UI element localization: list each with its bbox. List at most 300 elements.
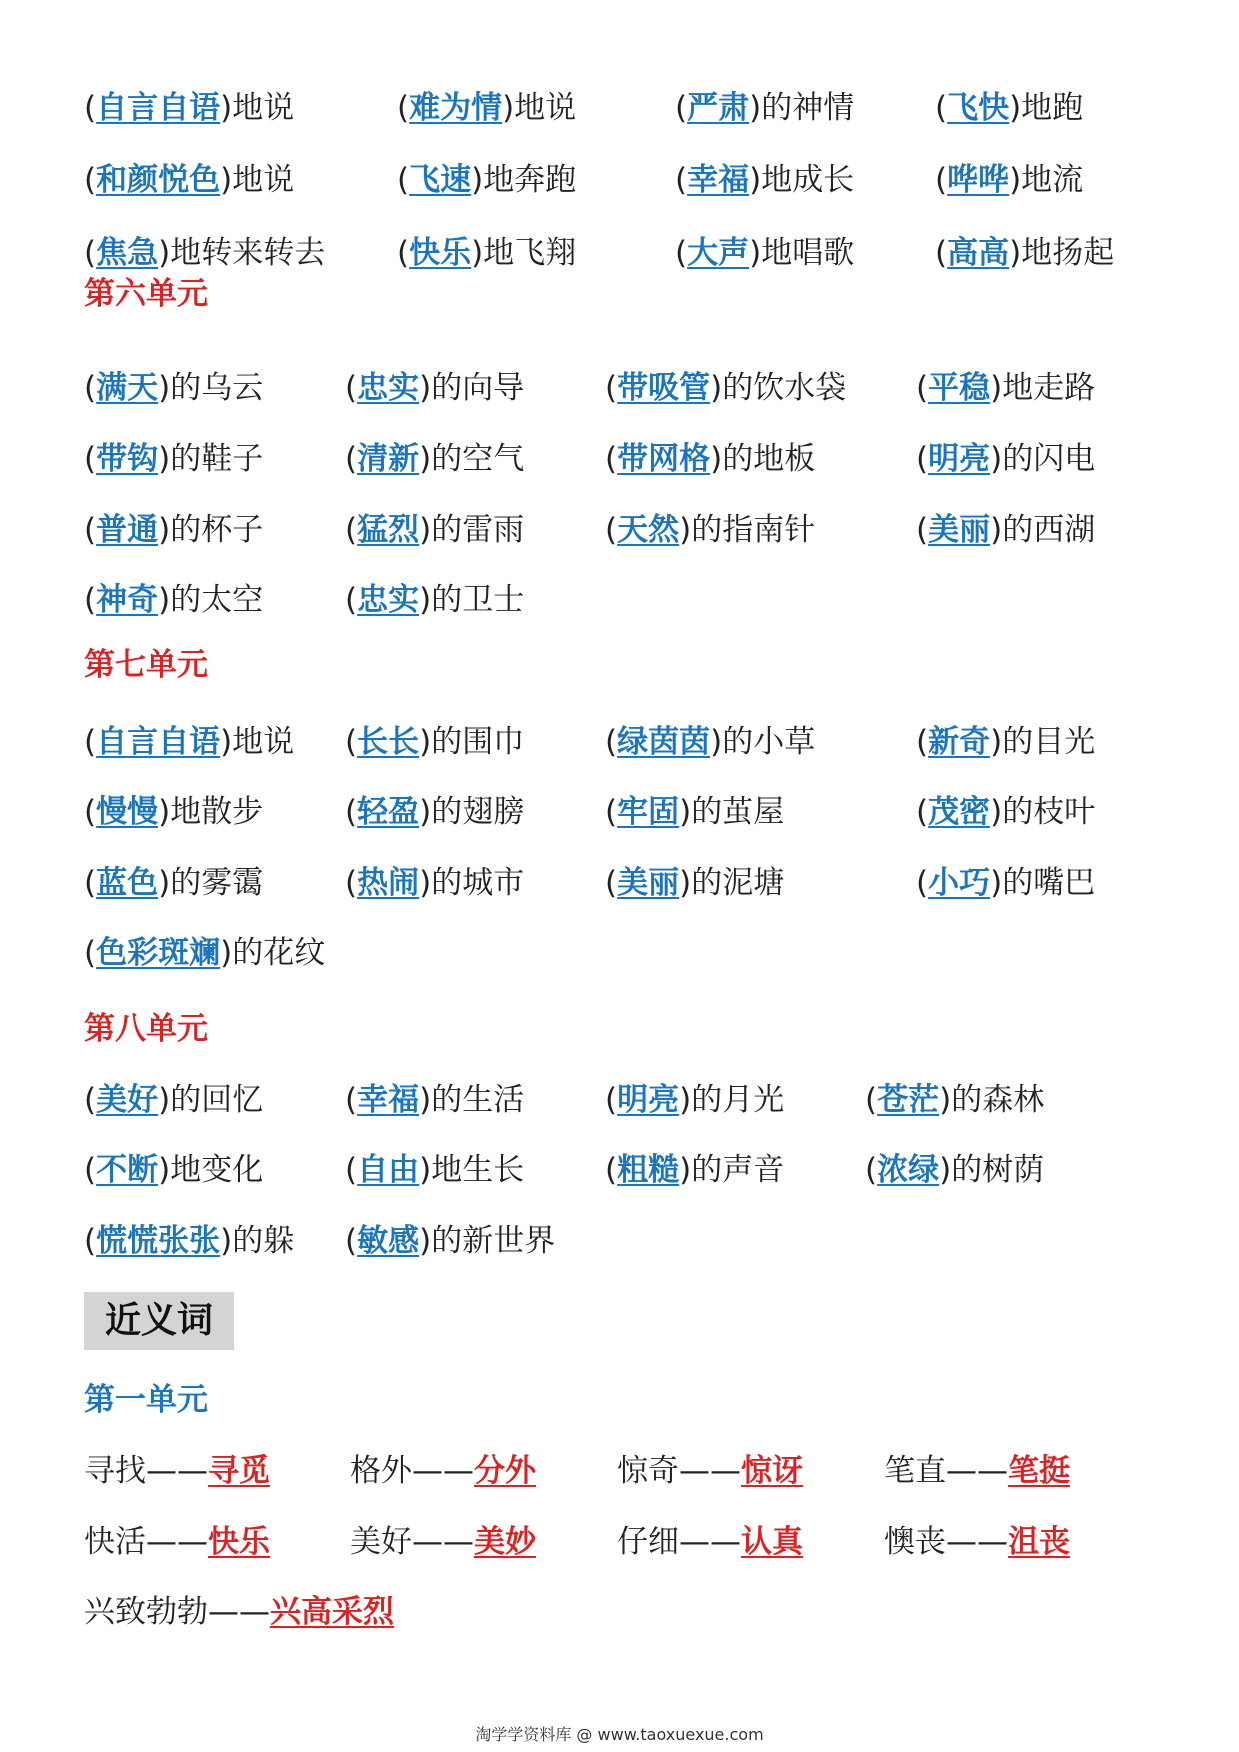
close-paren: ) (990, 794, 1003, 830)
synonym-pair (884, 1517, 1070, 1567)
open-paren: ( (675, 90, 688, 126)
close-paren: ) (419, 865, 432, 901)
answer-word: 浓绿 (877, 1152, 940, 1188)
phrase-item (84, 575, 263, 625)
phrase-item (84, 1075, 263, 1125)
phrase-text: 的杯子 (170, 512, 264, 548)
synonym-answer: 美妙 (474, 1524, 536, 1560)
phrase-item (605, 434, 815, 484)
phrase-text: 的向导 (431, 370, 525, 406)
close-paren: ) (710, 370, 723, 406)
close-paren: ) (158, 865, 171, 901)
dash: —— (412, 1524, 474, 1560)
phrase-item (916, 717, 1095, 767)
phrase-item (84, 363, 263, 413)
synonym-pair (350, 1517, 536, 1567)
answer-word: 自言自语 (96, 90, 221, 126)
answer-word: 和颜悦色 (96, 162, 221, 198)
phrase-text: 的回忆 (170, 1082, 264, 1118)
synonym-row (0, 1587, 1239, 1637)
phrase-text: 的森林 (951, 1082, 1045, 1118)
close-paren: ) (990, 724, 1003, 760)
phrase-row (0, 1145, 1239, 1195)
phrase-text: 的躲 (232, 1223, 295, 1259)
open-paren: ( (605, 1152, 618, 1188)
phrase-item (84, 434, 263, 484)
base-word: 兴致勃勃 (84, 1594, 208, 1630)
phrase-item (345, 575, 524, 625)
close-paren: ) (679, 1082, 692, 1118)
open-paren: ( (345, 865, 358, 901)
phrase-item (935, 228, 1114, 278)
dash: —— (946, 1453, 1008, 1489)
close-paren: ) (990, 441, 1003, 477)
close-paren: ) (710, 441, 723, 477)
synonym-pair (884, 1446, 1070, 1496)
close-paren: ) (419, 370, 432, 406)
phrase-text: 的乌云 (170, 370, 264, 406)
open-paren: ( (84, 90, 97, 126)
close-paren: ) (158, 370, 171, 406)
phrase-text: 的指南针 (691, 512, 816, 548)
phrase-row (0, 434, 1239, 484)
phrase-row (0, 858, 1239, 908)
synonym-pair (617, 1446, 803, 1496)
footer-credit: 淘学学资料库 @ www.taoxuexue.com (475, 1725, 764, 1744)
base-word: 惊奇 (617, 1453, 679, 1489)
answer-word: 色彩斑斓 (96, 935, 221, 971)
answer-word: 自由 (357, 1152, 420, 1188)
phrase-item (345, 717, 524, 767)
phrase-text: 的枝叶 (1002, 794, 1096, 830)
answer-word: 飞速 (409, 162, 472, 198)
phrase-text: 地生长 (431, 1152, 525, 1188)
phrase-item (84, 858, 263, 908)
phrase-text: 地说 (232, 162, 295, 198)
open-paren: ( (935, 90, 948, 126)
close-paren: ) (419, 512, 432, 548)
answer-word: 慌慌张张 (96, 1223, 221, 1259)
phrase-text: 的茧屋 (691, 794, 785, 830)
phrase-text: 的神情 (761, 90, 855, 126)
phrase-item (865, 1145, 1044, 1195)
base-word: 格外 (350, 1453, 412, 1489)
open-paren: ( (84, 935, 97, 971)
phrase-text: 的闪电 (1002, 441, 1096, 477)
phrase-row (0, 575, 1239, 625)
open-paren: ( (605, 1082, 618, 1118)
close-paren: ) (990, 865, 1003, 901)
open-paren: ( (345, 1152, 358, 1188)
answer-word: 明亮 (617, 1082, 680, 1118)
phrase-text: 地走路 (1002, 370, 1096, 406)
close-paren: ) (679, 1152, 692, 1188)
open-paren: ( (84, 1082, 97, 1118)
dash: —— (679, 1524, 741, 1560)
close-paren: ) (1009, 90, 1022, 126)
phrase-text: 的围巾 (431, 724, 525, 760)
close-paren: ) (158, 512, 171, 548)
answer-word: 神奇 (96, 582, 159, 618)
phrase-text: 的目光 (1002, 724, 1096, 760)
phrase-text: 的饮水袋 (722, 370, 847, 406)
phrase-text: 的空气 (431, 441, 525, 477)
phrase-item (345, 1145, 524, 1195)
open-paren: ( (916, 724, 929, 760)
synonym-row (0, 1446, 1239, 1496)
synonym-answer: 沮丧 (1008, 1524, 1070, 1560)
unit8-title: 第八单元 (84, 1011, 208, 1047)
answer-word: 苍茫 (877, 1082, 940, 1118)
open-paren: ( (84, 512, 97, 548)
answer-word: 大声 (687, 235, 750, 271)
open-paren: ( (84, 235, 97, 271)
phrase-row (0, 1216, 1239, 1266)
dash: —— (412, 1453, 474, 1489)
phrase-text: 的太空 (170, 582, 264, 618)
answer-word: 焦急 (96, 235, 159, 271)
synonyms-unit1-title: 第一单元 (84, 1382, 208, 1418)
synonym-row (0, 1517, 1239, 1567)
synonym-answer: 笔挺 (1008, 1453, 1070, 1489)
dash: —— (146, 1524, 208, 1560)
close-paren: ) (749, 235, 762, 271)
close-paren: ) (220, 724, 233, 760)
base-word: 仔细 (617, 1524, 679, 1560)
answer-word: 长长 (357, 724, 420, 760)
open-paren: ( (345, 1223, 358, 1259)
phrase-text: 地奔跑 (483, 162, 577, 198)
phrase-item (345, 787, 524, 837)
phrase-item (675, 228, 854, 278)
phrase-item (84, 1216, 294, 1266)
answer-word: 飞快 (947, 90, 1010, 126)
phrase-text: 地变化 (170, 1152, 264, 1188)
answer-word: 慢慢 (96, 794, 159, 830)
phrase-row (0, 155, 1239, 205)
answer-word: 美丽 (617, 865, 680, 901)
close-paren: ) (419, 1082, 432, 1118)
dash: —— (946, 1524, 1008, 1560)
answer-word: 美好 (96, 1082, 159, 1118)
open-paren: ( (916, 512, 929, 548)
phrase-row (0, 505, 1239, 555)
open-paren: ( (935, 162, 948, 198)
answer-word: 茂密 (928, 794, 991, 830)
open-paren: ( (605, 370, 618, 406)
answer-word: 平稳 (928, 370, 991, 406)
open-paren: ( (865, 1152, 878, 1188)
close-paren: ) (158, 582, 171, 618)
open-paren: ( (84, 1152, 97, 1188)
close-paren: ) (158, 1082, 171, 1118)
base-word: 美好 (350, 1524, 412, 1560)
answer-word: 难为情 (409, 90, 503, 126)
phrase-text: 地说 (232, 724, 295, 760)
close-paren: ) (220, 1223, 233, 1259)
phrase-text: 的雷雨 (431, 512, 525, 548)
phrase-text: 的翅膀 (431, 794, 525, 830)
answer-word: 哗哗 (947, 162, 1010, 198)
base-word: 笔直 (884, 1453, 946, 1489)
synonym-pair (84, 1587, 394, 1637)
phrase-item (84, 928, 325, 978)
synonym-answer: 快乐 (208, 1524, 270, 1560)
answer-word: 带钩 (96, 441, 159, 477)
synonym-answer: 分外 (474, 1453, 536, 1489)
open-paren: ( (397, 162, 410, 198)
phrase-item (345, 505, 524, 555)
phrase-item (605, 363, 846, 413)
phrase-text: 地飞翔 (483, 235, 577, 271)
close-paren: ) (679, 512, 692, 548)
phrase-text: 的地板 (722, 441, 816, 477)
phrase-text: 的新世界 (431, 1223, 556, 1259)
phrase-item (916, 505, 1095, 555)
open-paren: ( (345, 1082, 358, 1118)
answer-word: 忠实 (357, 582, 420, 618)
answer-word: 高高 (947, 235, 1010, 271)
open-paren: ( (345, 794, 358, 830)
close-paren: ) (679, 794, 692, 830)
synonym-answer: 寻觅 (208, 1453, 270, 1489)
close-paren: ) (471, 235, 484, 271)
phrase-item (916, 434, 1095, 484)
phrase-item (605, 717, 815, 767)
phrase-text: 的西湖 (1002, 512, 1096, 548)
phrase-text: 地说 (232, 90, 295, 126)
phrase-text: 地流 (1021, 162, 1084, 198)
synonym-answer: 认真 (741, 1524, 803, 1560)
answer-word: 满天 (96, 370, 159, 406)
phrase-item (605, 1075, 784, 1125)
open-paren: ( (605, 441, 618, 477)
phrase-item (84, 228, 325, 278)
open-paren: ( (916, 865, 929, 901)
base-word: 寻找 (84, 1453, 146, 1489)
answer-word: 小巧 (928, 865, 991, 901)
open-paren: ( (605, 794, 618, 830)
answer-word: 严肃 (687, 90, 750, 126)
phrase-item (605, 787, 784, 837)
synonym-pair (617, 1517, 803, 1567)
answer-word: 幸福 (687, 162, 750, 198)
phrase-text: 的小草 (722, 724, 816, 760)
synonym-pair (350, 1446, 536, 1496)
dash: —— (146, 1453, 208, 1489)
close-paren: ) (419, 441, 432, 477)
phrase-row (0, 363, 1239, 413)
phrase-item (397, 83, 576, 133)
phrase-item (916, 858, 1095, 908)
open-paren: ( (935, 235, 948, 271)
close-paren: ) (471, 162, 484, 198)
phrase-item (675, 83, 854, 133)
phrase-text: 的生活 (431, 1082, 525, 1118)
open-paren: ( (84, 794, 97, 830)
open-paren: ( (605, 865, 618, 901)
dash: —— (208, 1594, 270, 1630)
open-paren: ( (345, 370, 358, 406)
open-paren: ( (84, 724, 97, 760)
synonym-pair (84, 1446, 270, 1496)
phrase-row (0, 1075, 1239, 1125)
open-paren: ( (916, 441, 929, 477)
close-paren: ) (939, 1082, 952, 1118)
phrase-item (605, 505, 815, 555)
open-paren: ( (84, 582, 97, 618)
dash: —— (679, 1453, 741, 1489)
phrase-text: 的声音 (691, 1152, 785, 1188)
open-paren: ( (345, 582, 358, 618)
close-paren: ) (502, 90, 515, 126)
close-paren: ) (419, 1152, 432, 1188)
open-paren: ( (345, 724, 358, 760)
synonyms-section-title: 近义词 (84, 1292, 234, 1350)
phrase-item (865, 1075, 1044, 1125)
unit7-title: 第七单元 (84, 647, 208, 683)
open-paren: ( (345, 512, 358, 548)
close-paren: ) (220, 90, 233, 126)
synonym-pair (84, 1517, 270, 1567)
phrase-text: 地说 (514, 90, 577, 126)
close-paren: ) (158, 1152, 171, 1188)
answer-word: 热闹 (357, 865, 420, 901)
answer-word: 绿茵茵 (617, 724, 711, 760)
close-paren: ) (419, 794, 432, 830)
answer-word: 自言自语 (96, 724, 221, 760)
close-paren: ) (158, 441, 171, 477)
phrase-text: 的雾霭 (170, 865, 264, 901)
phrase-text: 的城市 (431, 865, 525, 901)
phrase-item (345, 363, 524, 413)
phrase-item (84, 787, 263, 837)
open-paren: ( (865, 1082, 878, 1118)
open-paren: ( (84, 162, 97, 198)
answer-word: 忠实 (357, 370, 420, 406)
close-paren: ) (1009, 162, 1022, 198)
phrase-row (0, 787, 1239, 837)
answer-word: 幸福 (357, 1082, 420, 1118)
phrase-item (397, 155, 576, 205)
open-paren: ( (675, 162, 688, 198)
open-paren: ( (397, 90, 410, 126)
phrase-row (0, 928, 1239, 978)
base-word: 快活 (84, 1524, 146, 1560)
close-paren: ) (990, 512, 1003, 548)
close-paren: ) (749, 90, 762, 126)
open-paren: ( (345, 441, 358, 477)
open-paren: ( (84, 1223, 97, 1259)
answer-word: 新奇 (928, 724, 991, 760)
phrase-item (916, 363, 1095, 413)
close-paren: ) (419, 582, 432, 618)
open-paren: ( (84, 441, 97, 477)
phrase-item (345, 1216, 555, 1266)
open-paren: ( (84, 370, 97, 406)
phrase-text: 地转来转去 (170, 235, 326, 271)
answer-word: 带吸管 (617, 370, 711, 406)
phrase-text: 的泥塘 (691, 865, 785, 901)
phrase-item (605, 1145, 784, 1195)
close-paren: ) (710, 724, 723, 760)
phrase-item (84, 717, 294, 767)
phrase-item (84, 83, 294, 133)
phrase-text: 地扬起 (1021, 235, 1115, 271)
phrase-item (345, 858, 524, 908)
unit6-title: 第六单元 (84, 276, 208, 312)
phrase-item (345, 1075, 524, 1125)
open-paren: ( (605, 724, 618, 760)
phrase-row (0, 717, 1239, 767)
close-paren: ) (1009, 235, 1022, 271)
phrase-text: 的树荫 (951, 1152, 1045, 1188)
answer-word: 带网格 (617, 441, 711, 477)
open-paren: ( (605, 512, 618, 548)
close-paren: ) (220, 162, 233, 198)
close-paren: ) (419, 1223, 432, 1259)
phrase-text: 的花纹 (232, 935, 326, 971)
phrase-text: 地散步 (170, 794, 264, 830)
close-paren: ) (158, 794, 171, 830)
close-paren: ) (990, 370, 1003, 406)
phrase-text: 的月光 (691, 1082, 785, 1118)
answer-word: 粗糙 (617, 1152, 680, 1188)
close-paren: ) (679, 865, 692, 901)
phrase-item (84, 505, 263, 555)
phrase-row (0, 83, 1239, 133)
answer-word: 清新 (357, 441, 420, 477)
synonym-answer: 惊讶 (741, 1453, 803, 1489)
phrase-item (935, 155, 1083, 205)
close-paren: ) (939, 1152, 952, 1188)
open-paren: ( (916, 370, 929, 406)
open-paren: ( (84, 865, 97, 901)
answer-word: 猛烈 (357, 512, 420, 548)
phrase-item (916, 787, 1095, 837)
close-paren: ) (419, 724, 432, 760)
close-paren: ) (220, 935, 233, 971)
phrase-text: 地成长 (761, 162, 855, 198)
phrase-item (84, 1145, 263, 1195)
phrase-item (935, 83, 1083, 133)
open-paren: ( (397, 235, 410, 271)
answer-word: 明亮 (928, 441, 991, 477)
answer-word: 美丽 (928, 512, 991, 548)
synonym-answer: 兴高采烈 (270, 1594, 394, 1630)
phrase-text: 的嘴巴 (1002, 865, 1096, 901)
phrase-text: 的卫士 (431, 582, 525, 618)
answer-word: 天然 (617, 512, 680, 548)
open-paren: ( (675, 235, 688, 271)
answer-word: 不断 (96, 1152, 159, 1188)
phrase-item (675, 155, 854, 205)
answer-word: 轻盈 (357, 794, 420, 830)
phrase-item (345, 434, 524, 484)
answer-word: 蓝色 (96, 865, 159, 901)
phrase-row (0, 228, 1239, 278)
answer-word: 快乐 (409, 235, 472, 271)
base-word: 懊丧 (884, 1524, 946, 1560)
phrase-text: 地唱歌 (761, 235, 855, 271)
phrase-item (605, 858, 784, 908)
answer-word: 普通 (96, 512, 159, 548)
close-paren: ) (749, 162, 762, 198)
phrase-text: 地跑 (1021, 90, 1084, 126)
answer-word: 敏感 (357, 1223, 420, 1259)
close-paren: ) (158, 235, 171, 271)
phrase-item (84, 155, 294, 205)
